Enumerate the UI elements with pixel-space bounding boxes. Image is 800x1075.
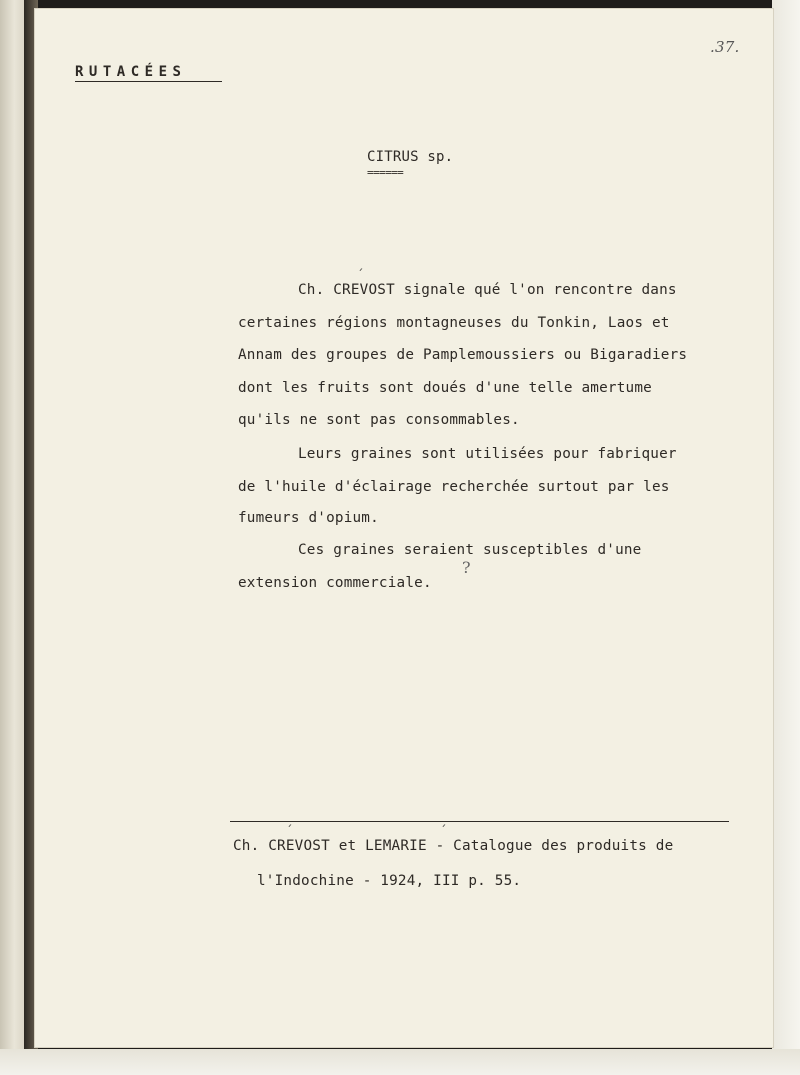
body-line: qu'ils ne sont pas consommables. <box>238 412 520 428</box>
reference-line: l'Indochine - 1924, III p. 55. <box>257 873 522 889</box>
body-line: Annam des groupes de Pamplemoussiers ou Bigaradiers <box>238 347 688 363</box>
family-heading: RUTACÉES <box>75 64 187 80</box>
body-line: certaines régions montagneuses du Tonkin, Laos et <box>238 315 670 331</box>
body-line: Ces graines seraient susceptibles d'une <box>298 542 642 558</box>
scan-background-bottom <box>0 1049 800 1075</box>
body-line: extension commerciale. <box>238 575 432 591</box>
reference-line: Ch. CREVOST et LEMARIE - Catalogue des produits de <box>233 838 674 854</box>
species-title: CITRUS sp. <box>367 149 454 165</box>
reference-divider <box>230 821 729 822</box>
body-line: dont les fruits sont doués d'une telle amertume <box>238 380 652 396</box>
species-title-underline: ====== <box>367 166 404 179</box>
page-number: .37. <box>710 38 740 56</box>
body-line: de l'huile d'éclairage recherchée surtout par les <box>238 479 670 495</box>
scan-background-right <box>772 0 800 1075</box>
family-heading-underline <box>75 81 222 82</box>
handwritten-accent-mark: ´ <box>357 268 364 283</box>
handwritten-accent-mark: ´ <box>440 824 447 839</box>
facing-page-edge <box>0 0 26 1075</box>
body-line: Ch. CREVOST signale qué l'on rencontre dans <box>298 282 677 298</box>
handwritten-question-mark: ? <box>462 558 471 577</box>
handwritten-accent-mark: ´ <box>286 824 293 839</box>
body-line: Leurs graines sont utilisées pour fabriquer <box>298 446 677 462</box>
body-line: fumeurs d'opium. <box>238 510 379 526</box>
